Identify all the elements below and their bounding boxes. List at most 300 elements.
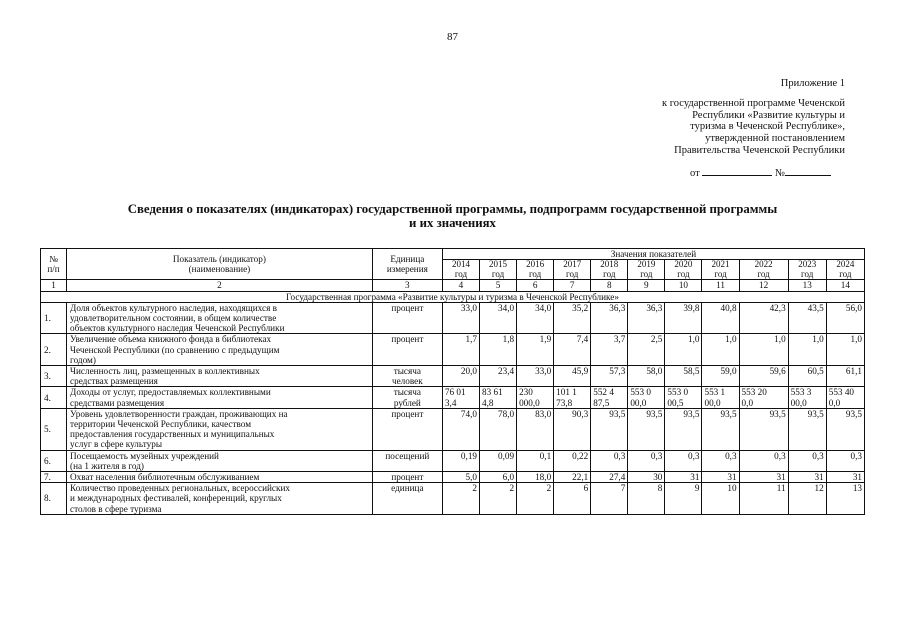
header-year	[517, 260, 554, 280]
value-cell	[739, 334, 788, 366]
cell-line: 2	[472, 483, 477, 494]
value-cell	[442, 472, 479, 483]
value-cell	[702, 483, 739, 515]
header-year	[591, 260, 628, 280]
value-cell	[591, 366, 628, 387]
cell-line: столов в сфере туризма	[70, 503, 162, 514]
cell-line: 00,0	[630, 397, 647, 408]
cell-line: 0,3	[812, 450, 824, 461]
cell-line: (на 1 жителя в год)	[70, 460, 144, 471]
cell-line: 553 0	[667, 387, 689, 398]
page-number: 87	[447, 31, 458, 43]
value-cell	[628, 472, 665, 483]
cell-line: 93,5	[609, 408, 626, 419]
value-cell	[739, 366, 788, 387]
cell-line: 2019	[637, 259, 656, 270]
table-row	[41, 334, 865, 366]
cell-line: 35,2	[572, 302, 589, 313]
row-number: 2.	[41, 334, 67, 366]
cell-line: Доля объектов культурного наследия, находящихся в	[70, 302, 277, 313]
cell-line: 5,0	[465, 472, 477, 483]
cell-line: 43,5	[807, 302, 824, 313]
cell-line: 93,5	[769, 408, 786, 419]
value-cell	[739, 472, 788, 483]
value-cell	[826, 334, 864, 366]
cell-line: Увеличение объема книжного фонда в библиотеках	[70, 334, 272, 345]
cell-line: год	[801, 268, 814, 279]
cell-line: 33,0	[460, 302, 477, 313]
cell-line: 6	[583, 483, 589, 494]
cell-line: 73,8	[556, 397, 573, 408]
value-cell	[442, 387, 479, 408]
cell-line: предоставления государственных и муниципальных	[70, 429, 275, 440]
document-heading	[40, 202, 865, 230]
value-cell	[442, 334, 479, 366]
cell-line: измерения	[386, 264, 428, 275]
cell-line: 61,1	[845, 366, 862, 377]
value-cell	[788, 472, 826, 483]
header-row	[41, 249, 865, 260]
cell-line: 0,0	[828, 397, 841, 408]
appendix-line: Правительства Чеченской Республики	[674, 144, 845, 156]
indicator-name	[67, 387, 373, 408]
value-cell	[739, 408, 788, 450]
unit	[372, 387, 442, 408]
cell-line: удовлетворительном состоянии, в общем количестве	[70, 313, 277, 323]
column-number: 12	[739, 280, 788, 291]
cell-line: 0,0	[741, 397, 754, 408]
cell-line: №	[49, 253, 58, 264]
cell-line: 1,0	[774, 334, 786, 345]
cell-line: посещений	[385, 450, 430, 461]
cell-line: 39,8	[683, 302, 700, 313]
cell-line: 13	[852, 483, 862, 494]
cell-line: 553 0	[630, 387, 651, 398]
header-num	[41, 249, 67, 280]
cell-line: 2020	[674, 259, 693, 270]
value-cell	[442, 366, 479, 387]
cell-line: 230	[519, 387, 533, 398]
cell-line: 2022	[754, 259, 773, 270]
value-cell	[665, 334, 702, 366]
cell-line: 93,5	[807, 408, 824, 419]
value-cell	[554, 408, 591, 450]
cell-line: 78,0	[498, 408, 515, 419]
unit	[372, 302, 442, 334]
value-cell	[554, 450, 591, 471]
cell-line: 1,8	[502, 334, 515, 345]
cell-line: 93,5	[720, 408, 737, 419]
column-number: 14	[826, 280, 864, 291]
header-year	[628, 260, 665, 280]
table-row	[41, 366, 865, 387]
cell-line: 2016	[526, 259, 545, 270]
cell-line: 7,4	[576, 334, 589, 345]
value-cell	[517, 472, 554, 483]
value-cell	[480, 366, 517, 387]
cell-line: 000,0	[519, 397, 540, 408]
cell-line: год	[603, 268, 616, 279]
indicator-name	[67, 483, 373, 515]
cell-line: 31	[776, 472, 786, 483]
value-cell	[442, 408, 479, 450]
value-cell	[480, 302, 517, 334]
cell-line: 0,3	[725, 450, 737, 461]
value-cell	[739, 483, 788, 515]
row-number: 1.	[41, 302, 67, 334]
column-number: 7	[554, 280, 591, 291]
header-year	[554, 260, 591, 280]
value-cell	[739, 450, 788, 471]
section-row	[41, 291, 865, 302]
value-cell	[591, 387, 628, 408]
cell-line: 2024	[836, 259, 855, 270]
cell-line: Показатель (индикатор)	[172, 253, 266, 264]
cell-line: 76 01	[444, 387, 466, 398]
value-cell	[665, 483, 702, 515]
cell-line: 33,0	[535, 366, 552, 377]
cell-line: средствами размещения	[70, 397, 165, 408]
cell-line: процент	[391, 334, 424, 345]
cell-line: 45,9	[572, 366, 589, 377]
value-cell	[517, 450, 554, 471]
cell-line: Уровень удовлетворенности граждан, проживающих на	[70, 408, 288, 419]
cell-line: 1,9	[539, 334, 552, 345]
cell-line: 553 20	[741, 387, 767, 398]
header-year	[442, 260, 479, 280]
number-label: №	[774, 168, 785, 179]
cell-line: Чеченской Республики (по сравнению с предыдущим	[70, 344, 280, 355]
value-cell	[628, 387, 665, 408]
value-cell	[702, 472, 739, 483]
value-cell	[517, 387, 554, 408]
cell-line: 1,0	[725, 334, 737, 345]
column-number: 3	[372, 280, 442, 291]
cell-line: 1,7	[465, 334, 477, 345]
table-header	[41, 249, 865, 292]
value-cell	[591, 302, 628, 334]
cell-line: процент	[391, 302, 424, 313]
indicator-name	[67, 450, 373, 471]
section-title: Государственная программа «Развитие культуры и туризма в Чеченской Республике»	[41, 291, 865, 302]
value-cell	[442, 302, 479, 334]
cell-line: 0,3	[687, 450, 700, 461]
appendix-line: Республики «Развитие культуры и	[692, 109, 845, 121]
cell-line: 0,3	[613, 450, 626, 461]
unit	[372, 334, 442, 366]
cell-line: 0,19	[460, 450, 477, 461]
cell-line: 60,5	[807, 366, 824, 377]
cell-line: 23,4	[498, 366, 515, 377]
cell-line: человек	[391, 376, 423, 387]
table-row	[41, 302, 865, 334]
cell-line: 30	[653, 472, 663, 483]
value-cell	[554, 483, 591, 515]
cell-line: 22,1	[572, 472, 589, 483]
cell-line: 0,22	[572, 450, 589, 461]
cell-line: 90,3	[572, 408, 589, 419]
cell-line: год	[566, 268, 579, 279]
cell-line: 0,3	[774, 450, 786, 461]
cell-line: год	[839, 268, 852, 279]
value-cell	[480, 483, 517, 515]
value-cell	[826, 387, 864, 408]
cell-line: объектов культурного наследия Чеченской Республики	[70, 323, 285, 334]
value-cell	[591, 450, 628, 471]
number-blank	[785, 166, 831, 176]
value-cell	[628, 408, 665, 450]
value-cell	[554, 366, 591, 387]
value-cell	[788, 334, 826, 366]
cell-line: год	[677, 268, 690, 279]
cell-line: 3,4	[444, 397, 457, 408]
cell-line: 31	[727, 472, 737, 483]
value-cell	[702, 366, 739, 387]
value-cell	[480, 387, 517, 408]
cell-line: 11	[776, 483, 786, 494]
cell-line: 2021	[711, 259, 730, 270]
cell-line: процент	[391, 408, 424, 419]
cell-line: 56,0	[845, 302, 862, 313]
cell-line: 36,3	[609, 302, 626, 313]
cell-line: 83 61	[482, 387, 503, 398]
cell-line: 00,0	[704, 397, 721, 408]
cell-line: 552 4	[593, 387, 614, 398]
cell-line: 9	[694, 483, 700, 494]
value-cell	[826, 483, 864, 515]
value-cell	[517, 302, 554, 334]
cell-line: средствах размещения	[70, 376, 158, 387]
column-number: 10	[665, 280, 702, 291]
column-number: 9	[628, 280, 665, 291]
cell-line: 0,3	[850, 450, 862, 461]
column-number: 11	[702, 280, 739, 291]
heading-line: Сведения о показателях (индикаторах) государственной программы, подпрограмм государственной программы	[127, 202, 778, 216]
cell-line: 553 1	[704, 387, 726, 398]
cell-line: 2023	[798, 259, 817, 270]
row-number: 8.	[41, 483, 67, 515]
cell-line: 93,5	[683, 408, 700, 419]
value-cell	[480, 408, 517, 450]
value-cell	[702, 408, 739, 450]
value-cell	[554, 334, 591, 366]
from-label: от	[690, 168, 700, 179]
cell-line: 1,0	[850, 334, 862, 345]
heading-line: и их значениях	[409, 216, 496, 230]
signature-line	[690, 166, 850, 179]
appendix-line: к государственной программе Чеченской	[662, 98, 845, 109]
value-cell	[702, 334, 739, 366]
header-unit	[372, 249, 442, 280]
indicator-name	[67, 366, 373, 387]
cell-line: услуг в сфере культуры	[70, 439, 162, 450]
cell-line: 0,09	[498, 450, 515, 461]
value-cell	[442, 483, 479, 515]
value-cell	[628, 334, 665, 366]
cell-line: Доходы от услуг, предоставляемых коллективными	[70, 387, 271, 398]
cell-line: год	[714, 268, 727, 279]
cell-line: 2018	[600, 259, 619, 270]
value-cell	[826, 450, 864, 471]
cell-line: 34,0	[498, 302, 515, 313]
table-body	[41, 291, 865, 514]
appendix-title: Приложение 1	[780, 78, 845, 89]
cell-line: территории Чеченской Республики, качеством	[70, 419, 252, 430]
header-year	[739, 260, 788, 280]
cell-line: 3,7	[613, 334, 626, 345]
cell-line: Посещаемость музейных учреждений	[70, 450, 219, 461]
value-cell	[788, 387, 826, 408]
value-cell	[788, 408, 826, 450]
cell-line: 0,3	[650, 450, 663, 461]
value-cell	[702, 450, 739, 471]
cell-line: 93,5	[646, 408, 663, 419]
header-year	[480, 260, 517, 280]
cell-line: Численность лиц, размещенных в коллективных	[70, 366, 260, 377]
value-cell	[554, 472, 591, 483]
column-number: 1	[41, 280, 67, 291]
cell-line: 34,0	[535, 302, 552, 313]
header-year	[665, 260, 702, 280]
cell-line: 59,6	[769, 366, 786, 377]
value-cell	[591, 334, 628, 366]
value-cell	[788, 450, 826, 471]
row-number: 5.	[41, 408, 67, 450]
value-cell	[480, 450, 517, 471]
cell-line: 553 3	[790, 387, 812, 398]
cell-line: 59,0	[720, 366, 737, 377]
unit	[372, 450, 442, 471]
cell-line: 58,5	[683, 366, 700, 377]
indicator-name	[67, 334, 373, 366]
value-cell	[788, 366, 826, 387]
value-cell	[480, 472, 517, 483]
cell-line: 58,0	[646, 366, 663, 377]
value-cell	[628, 302, 665, 334]
indicator-name	[67, 408, 373, 450]
value-cell	[591, 483, 628, 515]
cell-line: тысяча	[393, 387, 421, 398]
value-cell	[628, 450, 665, 471]
cell-line: 31	[814, 472, 824, 483]
cell-line: год	[757, 268, 770, 279]
cell-line: 36,3	[646, 302, 663, 313]
cell-line: 2	[546, 483, 552, 494]
value-cell	[517, 408, 554, 450]
cell-line: 18,0	[535, 472, 552, 483]
cell-line: процент	[391, 472, 424, 483]
value-cell	[739, 387, 788, 408]
cell-line: 74,0	[460, 408, 477, 419]
cell-line: (наименование)	[188, 264, 251, 275]
cell-line: тысяча	[393, 366, 421, 377]
value-cell	[826, 302, 864, 334]
table-row	[41, 483, 865, 515]
cell-line: 101 1	[556, 387, 577, 398]
value-cell	[591, 472, 628, 483]
header-values-group: Значения показателей	[442, 249, 864, 260]
table-row	[41, 472, 865, 483]
value-cell	[788, 302, 826, 334]
column-number: 8	[591, 280, 628, 291]
cell-line: рублей	[393, 397, 421, 408]
unit	[372, 366, 442, 387]
unit	[372, 483, 442, 515]
table-row	[41, 408, 865, 450]
value-cell	[442, 450, 479, 471]
header-indicator	[67, 249, 373, 280]
cell-line: 1,0	[687, 334, 700, 345]
value-cell	[554, 302, 591, 334]
value-cell	[517, 366, 554, 387]
cell-line: годом)	[70, 354, 96, 365]
value-cell	[665, 302, 702, 334]
row-number: 4.	[41, 387, 67, 408]
cell-line: 553 40	[828, 387, 854, 398]
value-cell	[665, 408, 702, 450]
column-number: 5	[480, 280, 517, 291]
column-numbers-row	[41, 280, 865, 291]
cell-line: 12	[814, 483, 824, 494]
row-number: 7.	[41, 472, 67, 483]
value-cell	[702, 387, 739, 408]
cell-line: год	[528, 268, 542, 279]
cell-line: 83,0	[535, 408, 552, 419]
appendix-line: утвержденной постановлением	[705, 133, 845, 145]
column-number: 4	[442, 280, 479, 291]
cell-line: 87,5	[593, 397, 610, 408]
unit	[372, 472, 442, 483]
value-cell	[628, 366, 665, 387]
column-number: 2	[67, 280, 373, 291]
cell-line: Количество проведенных региональных, всероссийских	[70, 483, 290, 494]
table-row	[41, 387, 865, 408]
cell-line: 40,8	[720, 302, 737, 313]
cell-line: 2017	[563, 259, 582, 270]
value-cell	[517, 334, 554, 366]
cell-line: 4,8	[482, 397, 494, 408]
appendix-lines	[600, 98, 845, 157]
value-cell	[591, 408, 628, 450]
header-year	[702, 260, 739, 280]
table-row	[41, 450, 865, 471]
cell-line: 8	[657, 483, 663, 494]
value-cell	[702, 302, 739, 334]
date-blank	[702, 166, 772, 176]
value-cell	[665, 366, 702, 387]
cell-line: 00,0	[790, 397, 807, 408]
indicator-name	[67, 302, 373, 334]
value-cell	[554, 387, 591, 408]
cell-line: 31	[852, 472, 862, 483]
cell-line: 31	[690, 472, 700, 483]
value-cell	[739, 302, 788, 334]
cell-line: п/п	[47, 264, 60, 275]
header-year	[826, 260, 864, 280]
cell-line: 27,4	[609, 472, 626, 483]
cell-line: 2,5	[650, 334, 663, 345]
value-cell	[826, 366, 864, 387]
column-number: 13	[788, 280, 826, 291]
cell-line: 2	[509, 483, 515, 494]
column-number: 6	[517, 280, 554, 291]
value-cell	[517, 483, 554, 515]
unit	[372, 408, 442, 450]
cell-line: единица	[391, 483, 424, 494]
cell-line: 20,0	[460, 366, 477, 377]
value-cell	[788, 483, 826, 515]
value-cell	[665, 450, 702, 471]
